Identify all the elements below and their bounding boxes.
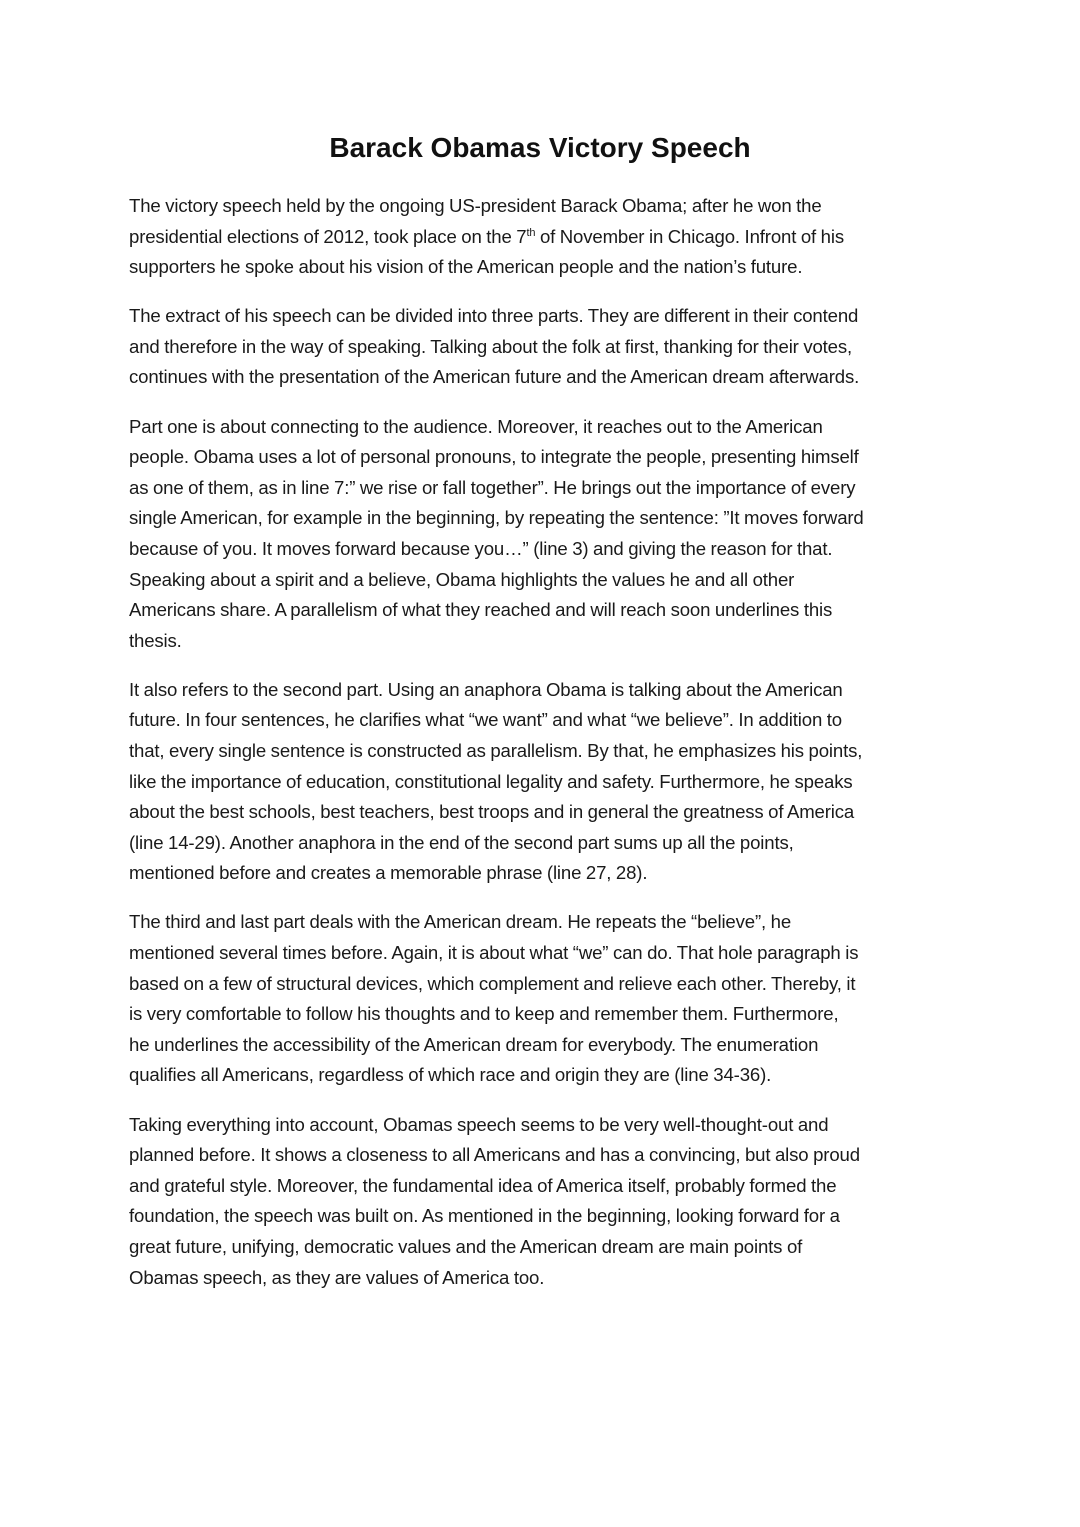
paragraph-part-three <box>129 907 959 1091</box>
superscript: th <box>526 226 536 239</box>
paragraph-part-two <box>129 675 959 889</box>
text-line: supporters he spoke about his vision of the American people and the nation’s future. <box>129 256 803 278</box>
text-line: like the importance of education, constitutional legality and safety. Furthermore, he speaks <box>129 770 853 792</box>
text-line: about the best schools, best teachers, best troops and in general the greatness of America <box>129 801 855 823</box>
text-line: The third and last part deals with the American dream. He repeats the “believe”, he <box>129 911 792 933</box>
text-line: single American, for example in the beginning, by repeating the sentence: ”It moves forward <box>129 507 864 529</box>
text-line <box>129 222 959 253</box>
text-line: thesis. <box>129 629 182 651</box>
paragraph-conclusion <box>129 1110 959 1294</box>
text-line: (line 14-29). Another anaphora in the end of the second part sums up all the points, <box>129 831 794 853</box>
text-line: Part one is about connecting to the audience. Moreover, it reaches out to the American <box>129 415 823 437</box>
text-line: great future, unifying, democratic values and the American dream are main points of <box>129 1235 803 1257</box>
text-line: he underlines the accessibility of the American dream for everybody. The enumeration <box>129 1033 819 1055</box>
paragraph-structure <box>129 301 959 393</box>
paragraph-part-one <box>129 412 959 657</box>
text-line: and therefore in the way of speaking. Talking about the folk at first, thanking for their votes, <box>129 335 853 357</box>
text-line: because of you. It moves forward because you…” (line 3) and giving the reason for that. <box>129 537 833 559</box>
text-line: that, every single sentence is constructed as parallelism. By that, he emphasizes his points, <box>129 740 863 761</box>
text-line: future. In four sentences, he clarifies what “we want” and what “we believe”. In addition to <box>129 709 842 731</box>
text-line: mentioned several times before. Again, it is about what “we” can do. That hole paragraph is <box>129 942 859 964</box>
text-fragment: presidential elections of 2012, took place on the 7 <box>129 225 527 247</box>
text-line: qualifies all Americans, regardless of which race and origin they are (line 34-36). <box>129 1064 772 1086</box>
text-line: and grateful style. Moreover, the fundamental idea of America itself, probably formed the <box>129 1174 837 1196</box>
text-line: Americans share. A parallelism of what they reached and will reach soon underlines this <box>129 599 833 621</box>
text-line: foundation, the speech was built on. As mentioned in the beginning, looking forward for a <box>129 1205 840 1227</box>
text-line: is very comfortable to follow his thoughts and to keep and remember them. Furthermore, <box>129 1003 839 1025</box>
text-line: The extract of his speech can be divided into three parts. They are different in their contend <box>129 305 859 327</box>
text-line: as one of them, as in line 7:” we rise or fall together”. He brings out the importance of every <box>129 476 856 498</box>
text-line: The victory speech held by the ongoing US-president Barack Obama; after he won the <box>129 195 822 216</box>
text-line: It also refers to the second part. Using an anaphora Obama is talking about the American <box>129 678 843 700</box>
document-body <box>129 191 959 1312</box>
text-line: Obamas speech, as they are values of America too. <box>129 1266 545 1288</box>
text-line: people. Obama uses a lot of personal pronouns, to integrate the people, presenting himself <box>129 446 859 468</box>
text-line: Taking everything into account, Obamas speech seems to be very well-thought-out and <box>129 1113 829 1135</box>
text-line: planned before. It shows a closeness to all Americans and has a convincing, but also proud <box>129 1144 860 1166</box>
document-title: Barack Obamas Victory Speech <box>329 132 751 163</box>
text-fragment: of November in Chicago. Infront of his <box>535 225 844 247</box>
paragraph-intro <box>129 191 959 283</box>
text-line: mentioned before and creates a memorable phrase (line 27, 28). <box>129 862 648 884</box>
text-line: continues with the presentation of the American future and the American dream afterwards. <box>129 366 860 388</box>
text-line: Speaking about a spirit and a believe, Obama highlights the values he and all other <box>129 568 795 590</box>
text-line: based on a few of structural devices, which complement and relieve each other. Thereby, it <box>129 972 856 994</box>
